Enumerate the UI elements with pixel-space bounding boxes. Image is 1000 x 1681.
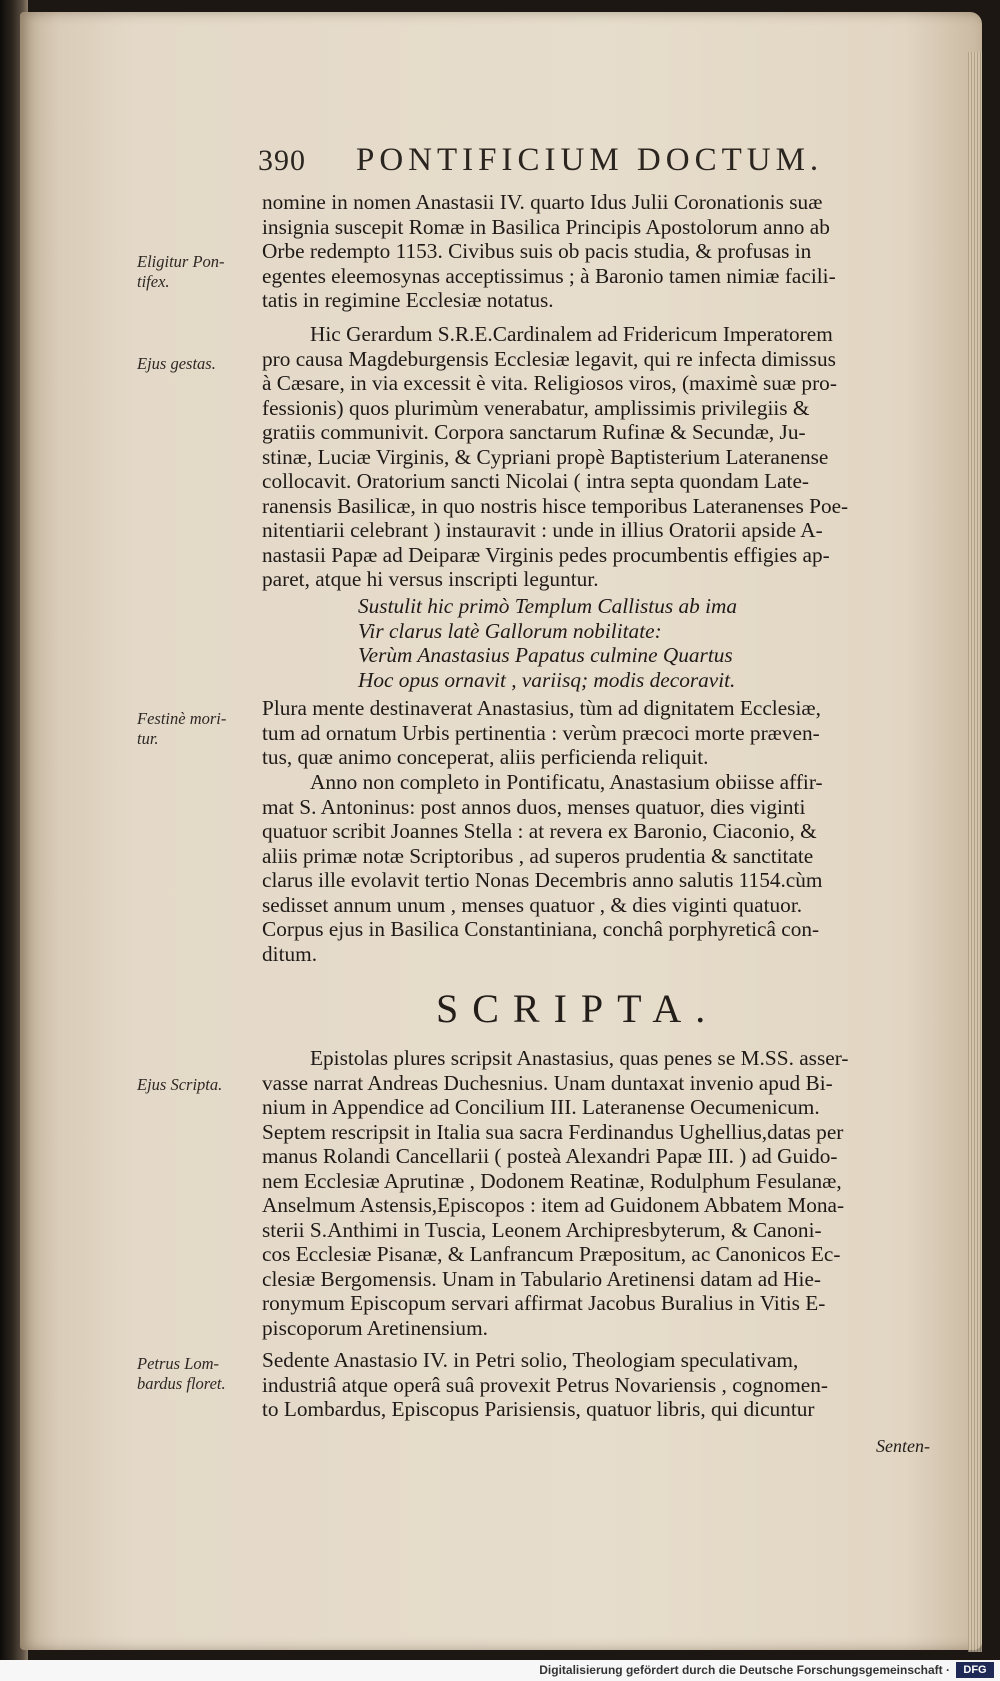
text-line: Anno non completo in Pontificatu, Anastasium obiisse affir- [310, 770, 823, 794]
margin-note-petrus [137, 1354, 267, 1394]
text-line: tatis in regimine Ecclesiæ notatus. [262, 288, 554, 312]
text-line: quatuor scribit Joannes Stella : at revera ex Baronio, Ciaconio, & [262, 819, 817, 843]
text-line: sterii S.Anthimi in Tuscia, Leonem Archipresbyterum, & Canoni- [262, 1217, 822, 1242]
page-edges [968, 52, 982, 1652]
text-line: stinæ, Luciæ Virginis, & Cypriani propè Baptisterium Lateranense [262, 444, 829, 469]
paragraph-death [262, 770, 927, 966]
verse-line: Hoc opus ornavit , variisq; modis decoravit. [358, 667, 736, 692]
text-line: clesiæ Bergomensis. Unam in Tabulario Aretinensi datam ad Hie- [262, 1266, 822, 1291]
text-line: Hic Gerardum S.R.E.Cardinalem ad Fridericum Imperatorem [310, 322, 833, 346]
text-line: collocavit. Oratorium sancti Nicolai ( intra septa quondam Late- [262, 469, 810, 493]
paragraph-writings [262, 1046, 927, 1340]
section-title-scripta: SCRIPTA. [436, 986, 720, 1031]
text-line: Plura mente destinaverat Anastasius, tùm ad dignitatem Ecclesiæ, [262, 696, 821, 720]
paragraph-lombardus [262, 1348, 927, 1422]
verse-line: Sustulit hic primò Templum Callistus ab ima [358, 594, 738, 618]
text-line: egentes eleemosynas acceptissimus ; à Baronio tamen nimiæ facili- [262, 263, 836, 288]
margin-note-scripta [137, 1075, 267, 1095]
text-line: sedisset annum unum , menses quatuor , & dies viginti quatuor. [262, 892, 803, 917]
text-line: paret, atque hi versus inscripti leguntur. [262, 567, 599, 591]
text-line: nitentiarii celebrant ) instauravit : unde in illius Oratorii apside A- [262, 518, 823, 542]
text-line: tus, quæ animo conceperat, aliis perficienda reliquit. [262, 745, 709, 769]
margin-note-line: bardus floret. [137, 1374, 226, 1393]
catchword: Senten- [876, 1436, 930, 1456]
verse-inscription [262, 594, 927, 692]
text-line: nastasii Papæ ad Deiparæ Virginis pedes procumbentis effigies ap- [262, 542, 830, 567]
text-line: nium in Appendice ad Concilium III. Lateranense Oecumenicum. [262, 1095, 820, 1119]
text-line: to Lombardus, Episcopus Parisiensis, quatuor libris, qui dicuntur [262, 1397, 815, 1421]
paragraph-deeds [262, 322, 927, 592]
footer-bar [0, 1660, 1000, 1681]
margin-note-line: Festinè mori- [137, 709, 227, 728]
text-line: à Cæsare, in via excessit è vita. Religiosos viros, (maximè suæ pro- [262, 371, 837, 395]
text-line: fessionis) quos plurimùm venerabatur, amplissimis privilegiis & [262, 395, 810, 420]
funding-credit: Digitalisierung gefördert durch die Deutsche Forschungsgemeinschaft · [539, 1663, 950, 1677]
text-line: Sedente Anastasio IV. in Petri solio, Theologiam speculativam, [262, 1348, 799, 1372]
running-title: PONTIFICIUM DOCTUM. [356, 142, 824, 178]
margin-note-festine [137, 709, 267, 749]
margin-note-gestas [137, 354, 267, 374]
text-line: nomine in nomen Anastasii IV. quarto Idus Julii Coronationis suæ [262, 190, 823, 214]
text-line: nem Ecclesiæ Aprutinæ , Dodonem Reatinæ, Rodulphum Fesulanæ, [262, 1168, 842, 1193]
verse-line: Verùm Anastasius Papatus culmine Quartus [358, 643, 733, 667]
paragraph-election [262, 190, 927, 313]
margin-note-line: Ejus Scripta. [137, 1075, 223, 1094]
text-line: Orbe redempto 1153. Civibus suis ob pacis studia, & profusas in [262, 239, 812, 263]
text-line: Corpus ejus in Basilica Constantiniana, conchâ porphyreticâ con- [262, 917, 820, 941]
text-line: aliis primæ notæ Scriptoribus , ad superos prudentia & sanctitate [262, 843, 814, 868]
margin-note-eligitur [137, 252, 267, 292]
text-line: insignia suscepit Romæ in Basilica Principis Apostolorum anno ab [262, 214, 830, 239]
text-line: Septem rescripsit in Italia sua sacra Ferdinandus Ughellius,datas per [262, 1119, 844, 1144]
margin-note-line: Eligitur Pon- [137, 252, 225, 271]
running-header [236, 140, 876, 184]
text-line: ronymum Episcopum servari affirmat Jacobus Buralius in Vitis E- [262, 1291, 826, 1315]
text-line: ditum. [262, 941, 318, 966]
text-line: industriâ atque operâ suâ provexit Petrus Novariensis , cognomen- [262, 1372, 828, 1397]
text-line: gratiis communivit. Corpora sanctarum Rufinæ & Secundæ, Ju- [262, 420, 806, 444]
text-line: mat S. Antoninus: post annos duos, menses quatuor, dies viginti [262, 794, 806, 819]
paragraph-plans [262, 696, 927, 770]
verse-line: Vir clarus latè Gallorum nobilitate: [358, 618, 662, 643]
margin-note-line: tifex. [137, 272, 170, 291]
text-line: clarus ille evolavit tertio Nonas Decembris anno salutis 1154.cùm [262, 868, 823, 892]
margin-note-line: tur. [137, 729, 159, 748]
text-line: vasse narrat Andreas Duchesnius. Unam duntaxat invenio apud Bi- [262, 1070, 833, 1095]
text-line: piscoporum Aretinensium. [262, 1315, 488, 1340]
text-line: tum ad ornatum Urbis pertinentia : verùm præcoci morte præven- [262, 720, 820, 745]
text-line: ranensis Basilicæ, in quo nostris hisce temporibus Lateranenses Poe- [262, 493, 849, 518]
margin-note-line: Ejus gestas. [137, 354, 216, 373]
text-line: cos Ecclesiæ Pisanæ, & Lanfrancum Præpositum, ac Canonicos Ec- [262, 1242, 841, 1266]
text-line: Anselmum Astensis,Episcopos : item ad Guidonem Abbatem Mona- [262, 1193, 845, 1217]
margin-note-line: Petrus Lom- [137, 1354, 220, 1373]
text-line: manus Rolandi Cancellarii ( posteà Alexandri Papæ III. ) ad Guido- [262, 1144, 838, 1168]
text-line: pro causa Magdeburgensis Ecclesiæ legavit, qui re infecta dimissus [262, 346, 836, 371]
text-line: Epistolas plures scripsit Anastasius, quas penes se M.SS. asser- [310, 1046, 849, 1070]
dfg-logo[interactable]: DFG [956, 1662, 994, 1678]
page-number: 390 [258, 144, 306, 177]
